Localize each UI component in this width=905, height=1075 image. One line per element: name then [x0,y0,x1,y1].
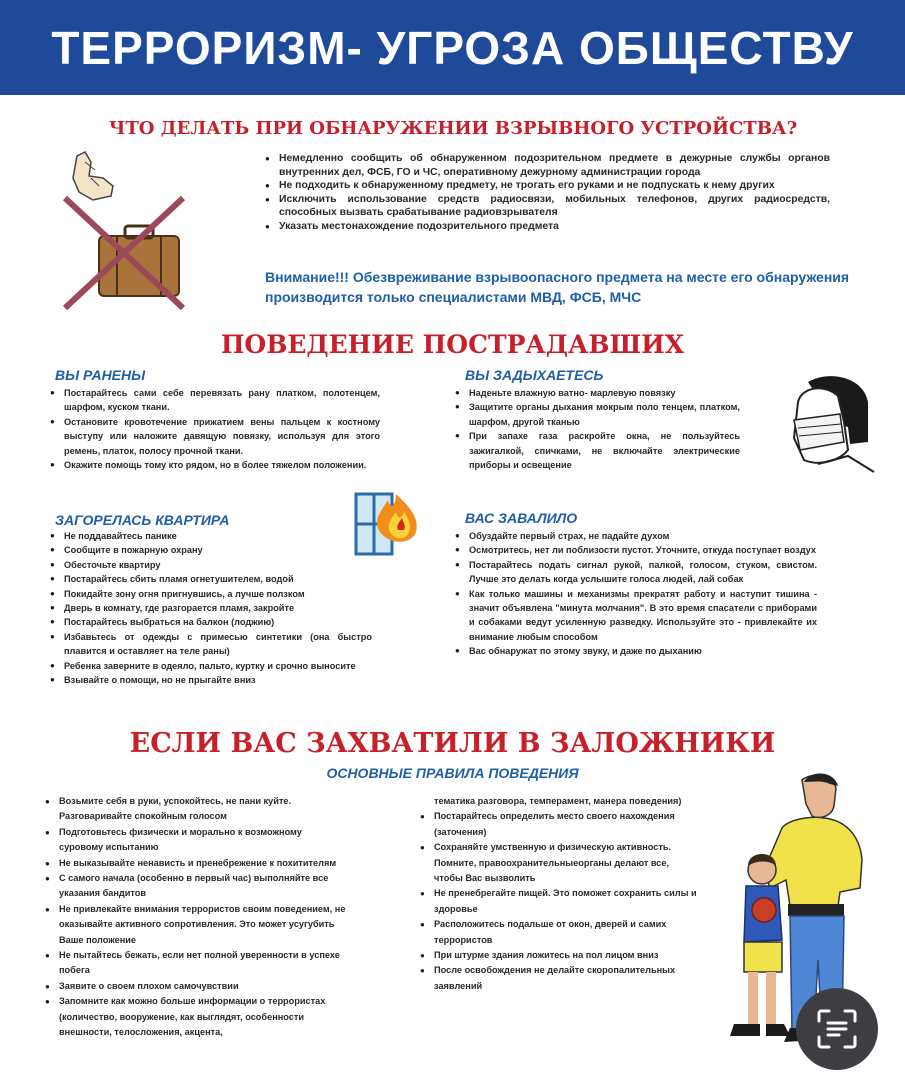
list-item: ● Подготовьтесь физически и морально к возможному суровому испытанию [45,825,347,856]
list-item: ● Наденьте влажную ватно- марлевую повязку [455,386,740,400]
list-item: ● При штурме здания ложитесь на пол лицом вниз [420,948,700,963]
text-scan-icon [815,1007,859,1051]
list-item: ● Как только машины и механизмы прекратят работу и наступит тишина - значит объявлена "минута молчания". В это время спасатели с приборами и собаками ведут усиленную разведку. Используйте это - привлекайте их внимание любым способом [455,587,817,645]
wounded-list [50,386,380,472]
gauze-mask-person-icon [778,372,878,477]
list-item: ● Постарайтесь сами себе перевязать рану платком, полотенцем, шарфом, куском ткани. [50,386,380,415]
fire-list [50,529,372,687]
burning-window-icon [350,470,425,560]
collapse-subtitle: ВАС ЗАВАЛИЛО [465,510,578,526]
hostage-right-list [420,794,700,994]
page-title: ТЕРРОРИЗМ- УГРОЗА ОБЩЕСТВУ [51,21,854,74]
bomb-warning-text: Внимание!!! Обезвреживание взрывоопасного предмета на месте его обнаружения производится только специалистами МВД, ФСБ, МЧС [265,269,850,305]
fire-subtitle: ЗАГОРЕЛАСЬ КВАРТИРА [55,512,230,528]
list-item: ● Обуздайте первый страх, не падайте духом [455,529,817,543]
list-item: ● Остановите кровотечение прижатием вены пальцем к костному выступу или наложите давящую повязку, используя для этого ремень, платок, полосу прочной ткани. [50,415,380,458]
list-item: ● Постарайтесь определить место своего нахождения (заточения) [420,809,700,840]
hostage-section-title: ЕСЛИ ВАС ЗАХВАТИЛИ В ЗАЛОЖНИКИ [129,728,776,759]
list-item: ● Дверь в комнату, где разгорается пламя, закройте [50,601,372,615]
list-item: ● Расположитесь подальше от окон, дверей и самих террористов [420,917,700,948]
header-banner [0,0,905,95]
list-item: ● Окажите помощь тому кто рядом, но в более тяжелом положении. [50,458,380,472]
list-item: ● Исключить использование средств радиосвязи, мобильных телефонов, других радиосредств, способных вызвать срабатывание радиовзрывателя [265,193,830,220]
hand-and-crossed-suitcase-icon [55,148,190,313]
list-item: ● Сохраняйте умственную и физическую активность. Помните, правоохранительныеорганы делают все, чтобы Вас вызволить [420,840,700,886]
collapse-list [455,529,817,659]
list-item: ● При запахе газа раскройте окна, не пользуйтесь зажигалкой, спичками, не включайте электрические приборы и освещение [455,429,740,472]
hostage-subtitle: ОСНОВНЫЕ ПРАВИЛА ПОВЕДЕНИЯ [326,765,579,781]
suffocating-subtitle: ВЫ ЗАДЫХАЕТЕСЬ [465,367,604,383]
list-item: ● Сообщите в пожарную охрану [50,543,372,557]
list-item: ● Не пренебрегайте пищей. Это поможет сохранить силы и здоровье [420,886,700,917]
list-item: ● Немедленно сообщить об обнаруженном подозрительном предмете в дежурные службы органов внутренних дел, ФСБ, ГО и ЧС, оперативному дежурному администрации города [265,152,830,179]
list-item: ● Указать местонахождение подозрительного предмета [265,220,830,234]
list-item: ● Вас обнаружат по этому звуку, и даже по дыханию [455,644,817,658]
list-item: ● Возьмите себя в руки, успокойтесь, не пани куйте. Разговаривайте спокойным голосом [45,794,347,825]
list-item: ● Постарайтесь подать сигнал рукой, палкой, голосом, стуком, свистом. Лучше это делать когда услышите голоса людей, лай собак [455,558,817,587]
list-item: ● Заявите о своем плохом самочувствии [45,979,347,994]
text-scan-button[interactable] [796,988,878,1070]
list-item: ● После освобождения не делайте скоропалительных заявлений [420,963,700,994]
bomb-section-title: ЧТО ДЕЛАТЬ ПРИ ОБНАРУЖЕНИИ ВЗРЫВНОГО УСТРОЙСТВА? [108,118,798,139]
list-item: ● Не пытайтесь бежать, если нет полной уверенности в успехе побега [45,948,347,979]
suffocating-list [455,386,740,472]
list-item: тематика разговора, темперамент, манера поведения) [434,796,682,806]
list-item: ● Постарайтесь сбить пламя огнетушителем, водой [50,572,372,586]
list-item: ● Не подходить к обнаруженному предмету, не трогать его руками и не подпускать к нему других [265,179,830,193]
list-item: ● Не поддавайтесь панике [50,529,372,543]
list-item: ● Ребенка заверните в одеяло, пальто, куртку и срочно выносите [50,659,372,673]
list-item: ● Взывайте о помощи, но не прыгайте вниз [50,673,372,687]
list-item: ● Не привлекайте внимания террористов своим поведением, не оказывайте активного сопротивления. Это может усугубить Ваше положение [45,902,347,948]
bomb-instructions-list [265,152,830,234]
list-item: ● Защитите органы дыхания мокрым поло тенцем, платком, шарфом, другой тканью [455,400,740,429]
hostage-left-list [45,794,347,1041]
list-item: ● Обесточьте квартиру [50,558,372,572]
list-item: ● Осмотритесь, нет ли поблизости пустот. Уточните, откуда поступает воздух [455,543,817,557]
victims-section-title: ПОВЕДЕНИЕ ПОСТРАДАВШИХ [220,330,685,359]
list-item: ● Запомните как можно больше информации о террористах (количество, вооружение, как выглядят, особенности внешности, телосложения, акцента, [45,994,347,1040]
list-item: ● Постарайтесь выбраться на балкон (лоджию) [50,615,372,629]
list-item: ● Избавьтесь от одежды с примесью синтетики (она быстро плавится и оставляет на теле раны) [50,630,372,659]
list-item: ● Не выказывайте ненависть и пренебрежение к похитителям [45,856,347,871]
list-item: ● С самого начала (особенно в первый час) выполняйте все указания бандитов [45,871,347,902]
list-item: ● Покидайте зону огня пригнувшись, а лучше ползком [50,587,372,601]
wounded-subtitle: ВЫ РАНЕНЫ [55,367,146,383]
